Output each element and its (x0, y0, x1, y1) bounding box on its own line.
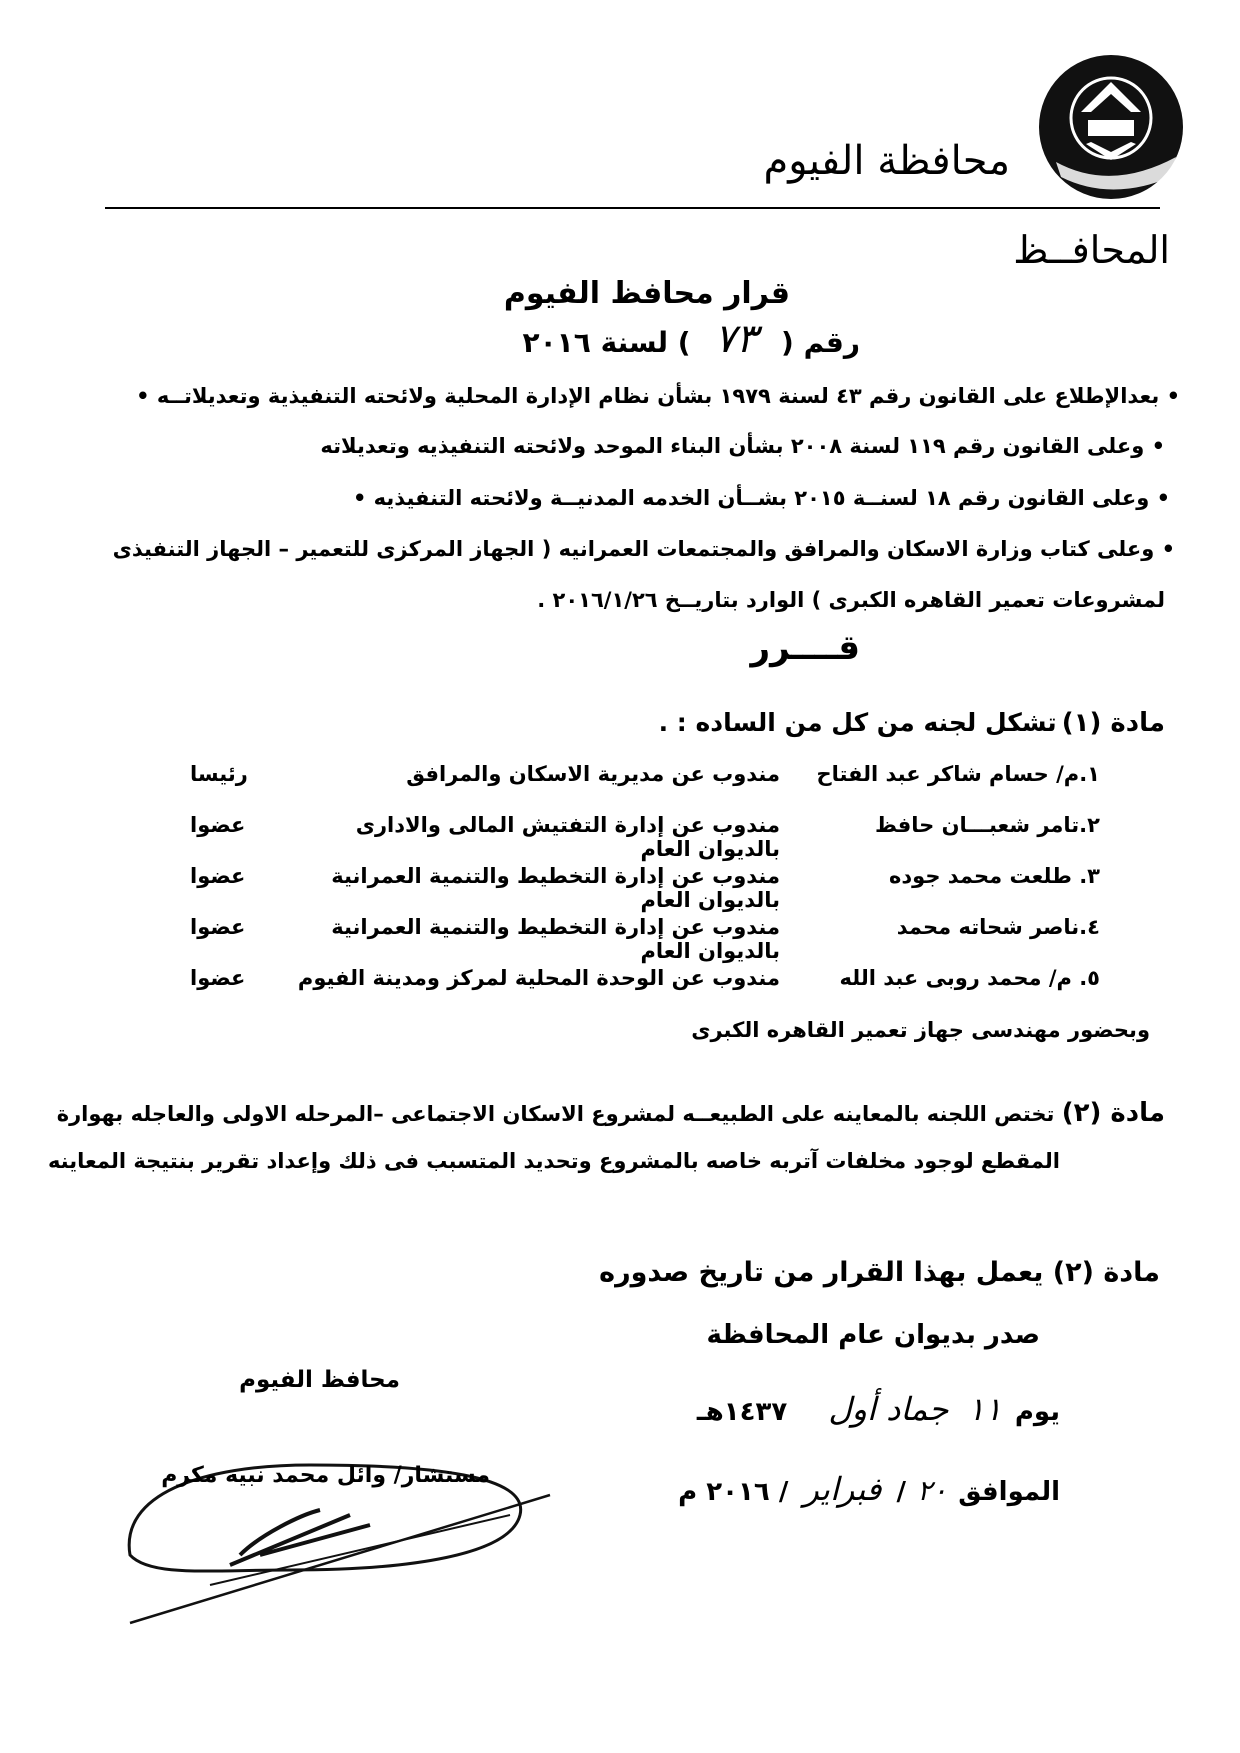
article-1-heading (300, 708, 1165, 738)
member-role: مندوب عن مديرية الاسكان والمرافق (406, 762, 780, 786)
member-row (190, 813, 1100, 861)
preamble-line: • بعدالإطلاع على القانون رقم ٤٣ لسنة ١٩٧٩ بشأن نظام الإدارة المحلية ولائحته التنفيذية وتعديلاتــه • (136, 384, 1180, 408)
gregorian-date: الموافق ٢٠ / فبراير / ٢٠١٦ م (678, 1470, 1060, 1508)
member-row (190, 915, 1100, 963)
decision-number-suffix: ) لسنة ٢٠١٦ (522, 326, 691, 359)
member-position: عضوا (190, 813, 246, 837)
decided-heading: قــــرر (750, 628, 860, 668)
member-role: مندوب عن إدارة التخطيط والتنمية العمرانية بالديوان العام (331, 864, 780, 912)
article-3-label: مادة (٢) (1052, 1257, 1160, 1288)
hijri-date (600, 1390, 1060, 1428)
presence-note: وبحضور مهندسى جهاز تعمير القاهره الكبرى (691, 1018, 1150, 1042)
signatory-title: محافظ الفيوم (239, 1367, 400, 1393)
greg-year: / ٢٠١٦ م (678, 1477, 789, 1507)
article-2-label: مادة (٢) (1061, 1098, 1165, 1128)
decision-number-row (500, 316, 860, 362)
preamble-line: • وعلى القانون رقم ١٨ لسنــة ٢٠١٥ بشــأن الخدمه المدنيــة ولائحته التنفيذيه • (352, 486, 1170, 510)
header-divider (105, 207, 1160, 209)
article-3-text: يعمل بهذا القرار من تاريخ صدوره (599, 1257, 1044, 1288)
member-role: مندوب عن الوحدة المحلية لمركز ومدينة الفيوم (297, 966, 780, 990)
preamble-line: • وعلى القانون رقم ١١٩ لسنة ٢٠٠٨ بشأن البناء الموحد ولائحته التنفيذيه وتعديلاته (320, 434, 1165, 458)
member-position: عضوا (190, 915, 246, 939)
member-name: ٤.ناصر شحاته محمد (896, 915, 1100, 939)
greg-day: ٢٠ (917, 1474, 948, 1507)
article-1-text: تشكل لجنه من كل من الساده : . (658, 708, 1057, 737)
issued-at: صدر بديوان عام المحافظة (706, 1320, 1040, 1350)
preamble-line: لمشروعات تعمير القاهره الكبرى ) الوارد بتاريــخ ٢٠١٦/١/٢٦ . (537, 588, 1165, 612)
decision-title: قرار محافظ الفيوم (503, 276, 790, 311)
hijri-month: جماد أول (828, 1390, 949, 1428)
member-name: ٢.تامر شعبـــان حافظ (875, 813, 1100, 837)
hijri-year: ١٤٣٧هـ (696, 1397, 788, 1427)
member-row (190, 762, 1100, 802)
member-row (190, 966, 1100, 1006)
signatory-name: مستشار/ وائل محمد نبيه مكرم (161, 1463, 490, 1488)
hijri-day: ١١ (967, 1390, 1002, 1428)
article-2-line (56, 1098, 1165, 1128)
member-name: ٥. م/ محمد روبى عبد الله (839, 966, 1100, 990)
governorate-title: محافظة الفيوم (763, 138, 1010, 184)
member-position: رئيسا (190, 762, 248, 786)
decision-number-prefix: رقم ( (781, 326, 860, 359)
governorate-logo (1036, 52, 1186, 202)
preamble-line: • وعلى كتاب وزارة الاسكان والمرافق والمجتمعات العمرانيه ( الجهاز المركزى للتعمير – الجهاز التنفيذى (112, 537, 1175, 561)
article-2-continuation: المقطع لوجود مخلفات آتربه خاصه بالمشروع وتحديد المتسبب فى ذلك وإعداد تقرير بنتيجة المعاينه (47, 1149, 1060, 1173)
greg-month: فبراير (803, 1470, 882, 1508)
member-name: ٣. طلعت محمد جوده (889, 864, 1100, 888)
member-position: عضوا (190, 864, 246, 888)
signature-scribble (110, 1365, 570, 1635)
article-3-line (600, 1257, 1160, 1288)
member-row (190, 864, 1100, 912)
member-position: عضوا (190, 966, 246, 990)
member-role: مندوب عن إدارة التخطيط والتنمية العمرانية بالديوان العام (331, 915, 780, 963)
greg-prefix: الموافق (958, 1477, 1060, 1507)
article-2-text: تختص اللجنه بالمعاينه على الطبيعــه لمشروع الاسكان الاجتماعى –المرحله الاولى والعاجله بهوارة (56, 1102, 1055, 1126)
article-1-label: مادة (١) (1061, 708, 1165, 738)
governor-label: المحافــظ (1013, 228, 1170, 272)
decision-number: ٧٣ (714, 316, 758, 362)
member-name: ١.م/ حسام شاكر عبد الفتاح (816, 762, 1100, 786)
hijri-prefix: يوم (1014, 1397, 1060, 1427)
member-role: مندوب عن إدارة التفتيش المالى والادارى بالديوان العام (355, 813, 780, 861)
